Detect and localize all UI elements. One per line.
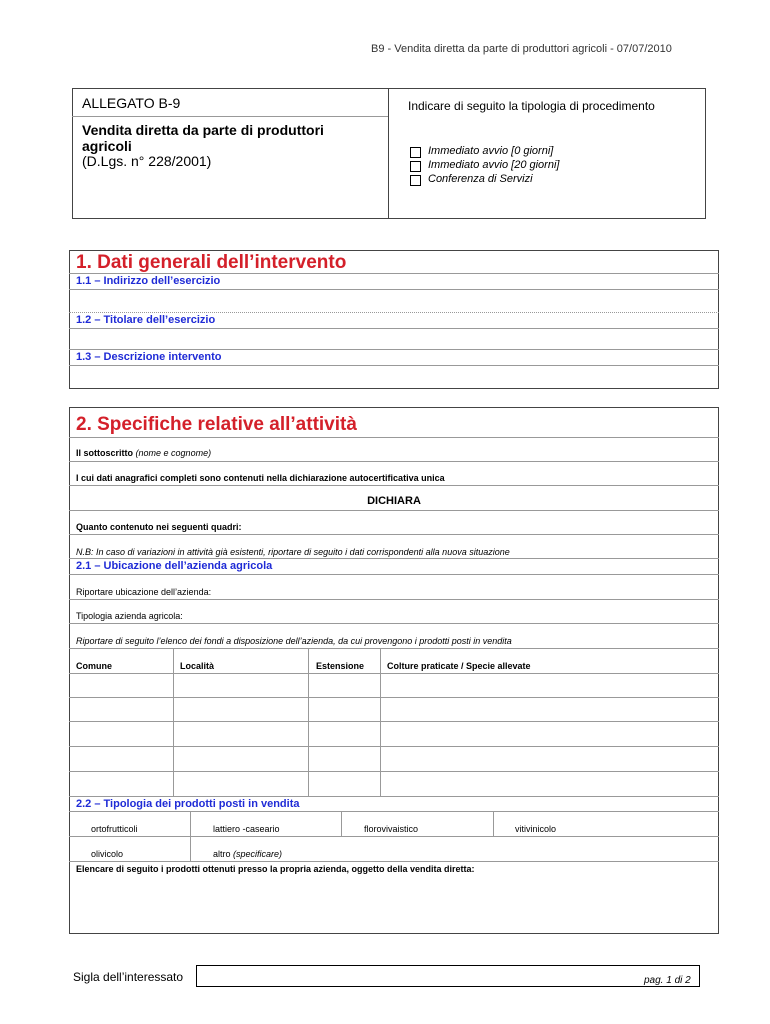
subheading-1-2: 1.2 – Titolare dell’esercizio: [76, 314, 216, 326]
table-row[interactable]: [70, 747, 718, 771]
elencare-prodotti-text: Elencare di seguito i prodotti ottenuti presso la propria azienda, oggetto della vendita diretta:: [76, 864, 475, 874]
subheading-1-1: 1.1 – Indirizzo dell’esercizio: [76, 275, 221, 287]
section2-rule-1: [69, 437, 719, 438]
table-header-localita: Località: [180, 661, 215, 671]
sigla-field[interactable]: [196, 965, 700, 987]
tipologia-label: Tipologia azienda agricola:: [76, 611, 183, 621]
products-col-sep-2: [341, 811, 342, 836]
dati-anagrafici-text: I cui dati anagrafici completi sono contenuti nella dichiarazione autocertificativa unica: [76, 473, 445, 483]
section2-rule-13: [69, 861, 719, 862]
section2-rule-10: [69, 648, 719, 649]
page-number: pag. 1 di 2: [644, 975, 691, 986]
table-header-colture: Colture praticate / Specie allevate: [387, 661, 531, 671]
section2-rule-8: [69, 599, 719, 600]
field-indirizzo[interactable]: [70, 290, 718, 312]
dichiara-heading: DICHIARA: [367, 495, 421, 507]
table-row[interactable]: [70, 698, 718, 721]
checkbox-immediato-0[interactable]: [410, 147, 421, 158]
section2-rule-7: [69, 574, 719, 575]
product-lattiero-caseario[interactable]: lattiero -caseario: [213, 824, 280, 834]
allegato-label: ALLEGATO B-9: [82, 95, 181, 111]
option-immediato-0: Immediato avvio [0 giorni]: [428, 145, 554, 157]
section1-rule-a: [69, 273, 719, 274]
subheading-2-1: 2.1 – Ubicazione dell’azienda agricola: [76, 560, 273, 572]
section2-rule-12: [69, 836, 719, 837]
elenco-fondi-text: Riportare di seguito l’elenco dei fondi a disposizione dell’azienda, da cui provengono i prodotti posti in vendita: [76, 636, 512, 646]
section2-rule-4: [69, 510, 719, 511]
option-conferenza: Conferenza di Servizi: [428, 173, 533, 185]
allegato-underline: [72, 116, 388, 117]
section1-title: 1. Dati generali dell’intervento: [76, 252, 347, 273]
products-col-sep-3: [493, 811, 494, 836]
quanto-contenuto-text: Quanto contenuto nei seguenti quadri:: [76, 522, 242, 532]
sottoscritto-row: [76, 448, 211, 458]
field-titolare[interactable]: [70, 329, 718, 349]
form-title-line1: Vendita diretta da parte di produttori: [82, 122, 324, 138]
product-altro[interactable]: [213, 849, 282, 859]
product-altro-hint: (specificare): [233, 849, 283, 859]
section1-rule-c: [69, 312, 719, 313]
decree-reference: (D.Lgs. n° 228/2001): [82, 153, 212, 169]
procedure-prompt: Indicare di seguito la tipologia di procedimento: [408, 99, 655, 113]
product-olivicolo[interactable]: olivicolo: [91, 849, 124, 859]
section2-rule-2: [69, 461, 719, 462]
table-header-estensione: Estensione: [316, 661, 365, 671]
sottoscritto-label: Il sottoscritto: [76, 448, 134, 458]
option-immediato-20: Immediato avvio [20 giorni]: [428, 159, 560, 171]
sigla-label: Sigla dell’interessato: [73, 970, 184, 984]
section2-rule-6: [69, 558, 719, 559]
checkbox-immediato-20[interactable]: [410, 161, 421, 172]
subheading-2-2: 2.2 – Tipologia dei prodotti posti in vendita: [76, 798, 300, 810]
table-row[interactable]: [70, 674, 718, 697]
section2-title: 2. Specifiche relative all’attività: [76, 414, 357, 435]
product-florovivaistico[interactable]: florovivaistico: [364, 824, 419, 834]
allegato-box-divider: [388, 88, 389, 219]
form-title-line2: agricoli: [82, 138, 132, 154]
table-rule-row5: [69, 796, 719, 797]
field-descrizione[interactable]: [70, 366, 718, 388]
checkbox-conferenza[interactable]: [410, 175, 421, 186]
section2-rule-9: [69, 623, 719, 624]
ubicazione-label: Riportare ubicazione dell’azienda:: [76, 587, 212, 597]
product-altro-label: altro: [213, 849, 231, 859]
nb-note: N.B: In caso di variazioni in attività già esistenti, riportare di seguito i dati corrispondenti alla nuova situazione: [76, 547, 510, 557]
page-header: B9 - Vendita diretta da parte di produttori agricoli - 07/07/2010: [371, 43, 672, 55]
section2-rule-11: [69, 811, 719, 812]
section2-rule-5: [69, 534, 719, 535]
product-vitivinicolo[interactable]: vitivinicolo: [515, 824, 557, 834]
table-row[interactable]: [70, 772, 718, 796]
table-row[interactable]: [70, 722, 718, 746]
sottoscritto-hint: (nome e cognome): [135, 448, 212, 458]
field-elenco-prodotti[interactable]: [70, 876, 718, 933]
section2-rule-3: [69, 485, 719, 486]
section1-rule-e: [69, 349, 719, 350]
products-col-sep-1: [190, 811, 191, 861]
product-ortofrutticoli[interactable]: ortofrutticoli: [91, 824, 138, 834]
subheading-1-3: 1.3 – Descrizione intervento: [76, 351, 222, 363]
table-header-comune: Comune: [76, 661, 112, 671]
